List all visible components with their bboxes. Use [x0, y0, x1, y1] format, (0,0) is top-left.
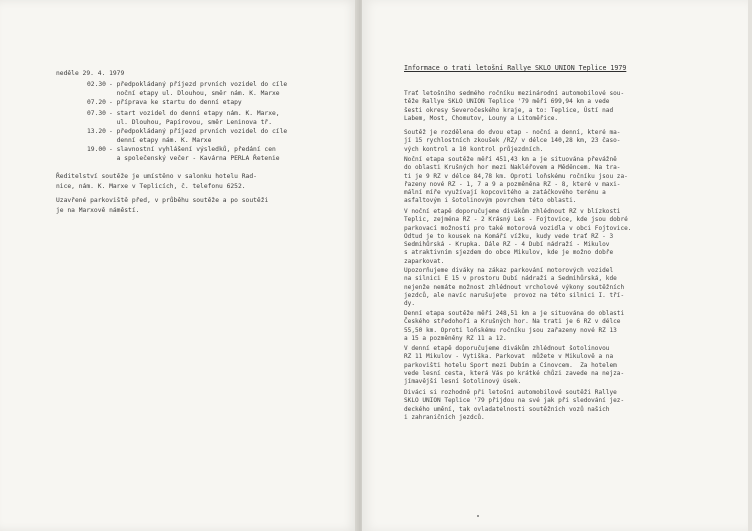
schedule-date: neděle 29. 4. 1979 [56, 70, 125, 77]
paragraph: Soutěž je rozdělena do dvou etap - noční a denní, které ma- jí 15 rychlostních zkoušek /RZ/ v délce 140,28 km, 23 časo- vých kontrol a 10 kontrol průjezdních. [404, 129, 621, 153]
parking-paragraph: Uzavřené parkoviště před, v průběhu soutěže a po soutěži je na Marxově náměstí. [56, 197, 269, 214]
left-page [0, 0, 358, 531]
schedule-text: - příprava ke startu do denní etapy [109, 99, 242, 106]
paragraph: Diváci si rozhodně při letošní automobilové soutěži Rallye SKLO UNION Teplice '79 přijdou na své jak při sledování jez- deckého umění, tak ovladatelnosti soutěžních vozů našich i zahraničních jezdců. [404, 389, 625, 421]
schedule-time: 07.30 [87, 110, 106, 117]
schedule-time: 07.20 [87, 99, 106, 106]
schedule-time: 19.00 [87, 146, 106, 153]
schedule-text: - slavnostní vyhlášení výsledků, předání cen a společenský večer - Kavárna PERLA Řetenie [109, 146, 280, 162]
paragraph: Upozorňujeme diváky na zákaz parkování motorových vozidel na silnici E 15 v prostoru Dubí nádraží a Sedmihůrská, kde nejenže nemáte možnost zhlédnout vrcholové výkony soutěžních jezdců, ale navíc narušujete provoz na této silnici I. tří- dy. [404, 267, 625, 308]
paragraph: Denní etapa soutěže měří 248,51 km a je situována do oblasti Českého středohoří a Krušných hor. Na trati je 6 RZ v délce 55,50 km. Oproti loňskému ročníku jsou zařazeny nové RZ 13 a 15 a pozměněny RZ 11 a 12. [404, 310, 625, 342]
paper-speck [477, 515, 479, 517]
paragraph: Trať letošního sedmého ročníku mezinárodní automobilové sou- těže Rallye SKLO UNION Teplice '79 měří 699,94 km a vede šesti okresy Severočeského kraje, a to: Teplice, Ústí nad Labem, Most, Chomutov, Louny a Litoměřice. [404, 90, 625, 122]
schedule-text: - předpokládaný příjezd prvních vozidel do cíle noční etapy ul. Dlouhou, směr nám. K. Marxe [109, 81, 288, 97]
schedule-text: - předpokládaný příjezd prvních vozidel do cíle denní etapy nám. K. Marxe [109, 128, 288, 144]
paragraph: V denní etapě doporučujeme divákům zhlédnout šotolinovou RZ 11 Mikulov - Vytiška. Parkovat můžete v Mikulově a na parkovišti hotelu Sport mezi Dubím a Cínovcem. Za hotelem vede lesní cesta, která Vás po krátké chůzi zavede na nejza- jímavější lesní šotolinový úsek. [404, 345, 625, 386]
right-page [362, 0, 748, 531]
paragraph: Noční etapa soutěže měří 451,43 km a je situována převážně do oblasti Krušných hor mezi Nakléřovem a Měděncem. Na tra- ti je 9 RZ v délce 84,78 km. Oproti loňskému ročníku jsou za- řazeny nové RZ - 1, 7 a 9 a pozměněna RZ - 8, které v maxi- mální míře využívají kopcovitého a zatáčkového terénu a asfaltovým i šotolinovým povrchem této oblasti. [404, 156, 628, 205]
headquarters-paragraph: Ředitelství soutěže je umístěno v salonku hotelu Rad- nice, nám. K. Marxe v Teplicích, č. telefonu 6252. [56, 173, 257, 190]
schedule-time: 13.20 [87, 128, 106, 135]
schedule-text: - start vozidel do denní etapy nám. K. Marxe, ul. Dlouhou, Papírovou, směr Leninova tř. [109, 110, 280, 126]
schedule-time: 02.30 [87, 81, 106, 88]
paragraph: V noční etapě doporučujeme divákům zhlédnout RZ v blízkosti Teplic, zejména RZ - 2 Krásný Les - Fojtovice, kde jsou dobré parkovací možnosti pro také motorová vozidla v obci Fojtovice. Odtud je to kousek na Komáří vížku, kudy vede trať RZ - 3 Sedmihůrská - Krupka. Dále RZ - 4 Dubí nádraží - Mikulov s atraktivním sjezdem do obce Mikulov, kde je možno dobře zaparkovat. [404, 208, 632, 265]
page-heading: Informace o trati letošní Rallye SKLO UNION Teplice 1979 [404, 64, 627, 72]
